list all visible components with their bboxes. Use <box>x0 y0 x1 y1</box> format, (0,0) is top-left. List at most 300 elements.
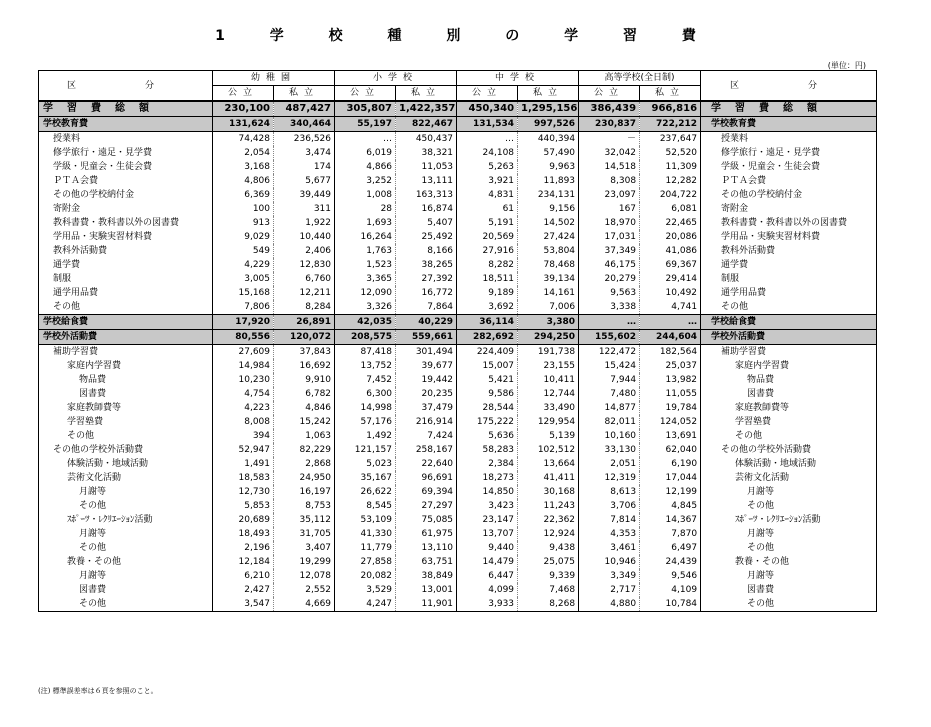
value-cell: 6,782 <box>274 387 335 401</box>
value-cell: 6,019 <box>335 146 396 160</box>
value-cell: 2,717 <box>579 583 640 597</box>
table-row <box>39 415 877 429</box>
value-cell: 14,161 <box>518 286 579 300</box>
header-public: 公立 <box>335 86 396 102</box>
value-cell: 38,321 <box>396 146 457 160</box>
value-cell: 7,944 <box>579 373 640 387</box>
value-cell: 2,196 <box>213 541 274 555</box>
value-cell: 11,901 <box>396 597 457 612</box>
row-label: 補助学習費 <box>39 345 213 360</box>
value-cell: 129,954 <box>518 415 579 429</box>
value-cell: 15,168 <box>213 286 274 300</box>
value-cell: 386,439 <box>579 101 640 117</box>
value-cell: 2,051 <box>579 457 640 471</box>
row-label-right: その他 <box>735 431 763 441</box>
value-cell: 174 <box>274 160 335 174</box>
value-cell: 20,569 <box>457 230 518 244</box>
value-cell: 8,613 <box>579 485 640 499</box>
table-row <box>39 216 877 230</box>
header-school-high: 高等学校(全日制) <box>579 71 701 86</box>
table-row <box>39 132 877 147</box>
value-cell: … <box>457 132 518 147</box>
value-cell: 27,392 <box>396 272 457 286</box>
value-cell: 41,086 <box>640 244 701 258</box>
value-cell: 5,263 <box>457 160 518 174</box>
value-cell: 27,424 <box>518 230 579 244</box>
value-cell: 22,465 <box>640 216 701 230</box>
value-cell: 549 <box>213 244 274 258</box>
value-cell: 1,422,357 <box>396 101 457 117</box>
value-cell: 35,112 <box>274 513 335 527</box>
value-cell: 20,279 <box>579 272 640 286</box>
value-cell: 4,099 <box>457 583 518 597</box>
table-row <box>39 230 877 244</box>
value-cell: 4,109 <box>640 583 701 597</box>
value-cell: 4,247 <box>335 597 396 612</box>
value-cell: 31,705 <box>274 527 335 541</box>
value-cell: 5,853 <box>213 499 274 513</box>
value-cell: 28 <box>335 202 396 216</box>
value-cell: 18,583 <box>213 471 274 485</box>
footnote: (注) 標準誤差率は６頁を参照のこと。 <box>38 687 158 695</box>
value-cell: 10,492 <box>640 286 701 300</box>
row-label: その他 <box>39 499 213 513</box>
row-label: その他の学校納付金 <box>39 188 213 202</box>
value-cell: 13,664 <box>518 457 579 471</box>
value-cell: 39,134 <box>518 272 579 286</box>
value-cell: 4,880 <box>579 597 640 612</box>
value-cell: 394 <box>213 429 274 443</box>
value-cell: 258,167 <box>396 443 457 457</box>
value-cell: 3,338 <box>579 300 640 315</box>
row-label: 通学用品費 <box>39 286 213 300</box>
table-row <box>39 359 877 373</box>
value-cell: … <box>579 315 640 330</box>
value-cell: 5,636 <box>457 429 518 443</box>
value-cell: 8,753 <box>274 499 335 513</box>
value-cell: 18,970 <box>579 216 640 230</box>
value-cell: 12,282 <box>640 174 701 188</box>
value-cell: 1,492 <box>335 429 396 443</box>
value-cell: 23,147 <box>457 513 518 527</box>
table-row <box>39 485 877 499</box>
value-cell: 3,461 <box>579 541 640 555</box>
table-row <box>39 541 877 555</box>
value-cell: 27,609 <box>213 345 274 360</box>
value-cell: 167 <box>579 202 640 216</box>
value-cell: 37,843 <box>274 345 335 360</box>
value-cell: 39,449 <box>274 188 335 202</box>
value-cell: 6,300 <box>335 387 396 401</box>
value-cell: 33,130 <box>579 443 640 457</box>
row-label-right: その他の学校納付金 <box>721 190 803 200</box>
table-row <box>39 160 877 174</box>
value-cell: 17,920 <box>213 315 274 330</box>
value-cell: 487,427 <box>274 101 335 117</box>
table-row <box>39 244 877 258</box>
value-cell: 244,604 <box>640 330 701 345</box>
value-cell: 15,007 <box>457 359 518 373</box>
value-cell: 15,424 <box>579 359 640 373</box>
value-cell: 722,212 <box>640 117 701 132</box>
table-row <box>39 373 877 387</box>
value-cell: 20,086 <box>640 230 701 244</box>
value-cell: 16,692 <box>274 359 335 373</box>
value-cell: 7,864 <box>396 300 457 315</box>
row-label-right: その他 <box>721 302 749 312</box>
value-cell: 9,563 <box>579 286 640 300</box>
value-cell: 301,494 <box>396 345 457 360</box>
value-cell: 1,063 <box>274 429 335 443</box>
value-cell: 9,586 <box>457 387 518 401</box>
value-cell: 13,691 <box>640 429 701 443</box>
value-cell: 4,669 <box>274 597 335 612</box>
value-cell: 80,556 <box>213 330 274 345</box>
value-cell: 10,784 <box>640 597 701 612</box>
value-cell: 163,313 <box>396 188 457 202</box>
value-cell: 37,349 <box>579 244 640 258</box>
row-label-right: 図書費 <box>747 389 775 399</box>
row-label: 修学旅行・遠足・見学費 <box>39 146 213 160</box>
value-cell: 33,490 <box>518 401 579 415</box>
value-cell: 191,738 <box>518 345 579 360</box>
value-cell: 4,845 <box>640 499 701 513</box>
value-cell: 40,229 <box>396 315 457 330</box>
value-cell: 9,910 <box>274 373 335 387</box>
value-cell: 12,730 <box>213 485 274 499</box>
value-cell: 7,814 <box>579 513 640 527</box>
value-cell: 305,807 <box>335 101 396 117</box>
value-cell: 10,160 <box>579 429 640 443</box>
table-row <box>39 527 877 541</box>
value-cell: 14,877 <box>579 401 640 415</box>
row-label: その他 <box>39 541 213 555</box>
row-label: 家庭内学習費 <box>39 359 213 373</box>
header-private: 私立 <box>396 86 457 102</box>
value-cell: 6,081 <box>640 202 701 216</box>
value-cell: 14,850 <box>457 485 518 499</box>
value-cell: 4,846 <box>274 401 335 415</box>
value-cell: 11,893 <box>518 174 579 188</box>
value-cell: 3,252 <box>335 174 396 188</box>
value-cell: 61,975 <box>396 527 457 541</box>
table-row <box>39 499 877 513</box>
header-kubun-right: 区 分 <box>701 71 877 102</box>
value-cell: 282,692 <box>457 330 518 345</box>
row-label-right: 教科書費・教科書以外の図書費 <box>721 218 848 228</box>
row-label: 教科外活動費 <box>39 244 213 258</box>
value-cell: 450,340 <box>457 101 518 117</box>
table-row <box>39 146 877 160</box>
row-label-right: 制服 <box>721 274 740 284</box>
row-label: 図書費 <box>39 387 213 401</box>
value-cell: 25,075 <box>518 555 579 569</box>
row-label-right: 学級・児童会・生徒会費 <box>721 162 821 172</box>
row-label-right: 授業料 <box>721 134 749 144</box>
value-cell: 120,072 <box>274 330 335 345</box>
table-row <box>39 117 877 132</box>
value-cell: 3,547 <box>213 597 274 612</box>
value-cell: 8,282 <box>457 258 518 272</box>
value-cell: 6,210 <box>213 569 274 583</box>
value-cell: 19,299 <box>274 555 335 569</box>
value-cell: 61 <box>457 202 518 216</box>
value-cell: 4,229 <box>213 258 274 272</box>
value-cell: 74,428 <box>213 132 274 147</box>
row-label-right: 芸術文化活動 <box>735 473 790 483</box>
row-label: 物品費 <box>39 373 213 387</box>
value-cell: 7,806 <box>213 300 274 315</box>
value-cell: 3,365 <box>335 272 396 286</box>
value-cell: 26,891 <box>274 315 335 330</box>
value-cell: 53,804 <box>518 244 579 258</box>
row-label-right: ＰＴＡ会費 <box>721 176 767 186</box>
value-cell: 7,468 <box>518 583 579 597</box>
header-school-junior-high: 中学校 <box>457 71 579 86</box>
value-cell: 3,168 <box>213 160 274 174</box>
value-cell: 30,168 <box>518 485 579 499</box>
value-cell: 4,754 <box>213 387 274 401</box>
value-cell: 12,744 <box>518 387 579 401</box>
table-row <box>39 597 877 612</box>
row-label: 月謝等 <box>39 569 213 583</box>
row-label-right: 補助学習費 <box>721 347 767 357</box>
value-cell: 1,523 <box>335 258 396 272</box>
value-cell: 11,779 <box>335 541 396 555</box>
value-cell: 23,097 <box>579 188 640 202</box>
table-row <box>39 272 877 286</box>
row-label: 制服 <box>39 272 213 286</box>
value-cell: 18,493 <box>213 527 274 541</box>
value-cell: 13,982 <box>640 373 701 387</box>
value-cell: － <box>579 132 640 147</box>
value-cell: 7,480 <box>579 387 640 401</box>
value-cell: 38,849 <box>396 569 457 583</box>
value-cell: 69,394 <box>396 485 457 499</box>
value-cell: 7,424 <box>396 429 457 443</box>
value-cell: 4,741 <box>640 300 701 315</box>
value-cell: 75,085 <box>396 513 457 527</box>
value-cell: 913 <box>213 216 274 230</box>
table-row <box>39 513 877 527</box>
value-cell: 11,055 <box>640 387 701 401</box>
value-cell: 52,520 <box>640 146 701 160</box>
value-cell: 5,023 <box>335 457 396 471</box>
value-cell: 294,250 <box>518 330 579 345</box>
row-label: 教科書費・教科書以外の図書費 <box>39 216 213 230</box>
value-cell: 25,037 <box>640 359 701 373</box>
row-label: 学級・児童会・生徒会費 <box>39 160 213 174</box>
header-public: 公立 <box>579 86 640 102</box>
value-cell: 5,677 <box>274 174 335 188</box>
value-cell: 1,693 <box>335 216 396 230</box>
value-cell: 155,602 <box>579 330 640 345</box>
value-cell: 4,806 <box>213 174 274 188</box>
value-cell: 2,384 <box>457 457 518 471</box>
value-cell: 2,868 <box>274 457 335 471</box>
value-cell: 216,914 <box>396 415 457 429</box>
value-cell: 4,353 <box>579 527 640 541</box>
value-cell: 27,297 <box>396 499 457 513</box>
row-label: 教養・その他 <box>39 555 213 569</box>
header-public: 公立 <box>213 86 274 102</box>
row-label: 月謝等 <box>39 527 213 541</box>
value-cell: 8,268 <box>518 597 579 612</box>
row-label-right: その他 <box>747 501 775 511</box>
value-cell: 18,273 <box>457 471 518 485</box>
row-label-right: 学用品・実験実習材料費 <box>721 232 821 242</box>
value-cell: 12,830 <box>274 258 335 272</box>
value-cell: 14,518 <box>579 160 640 174</box>
header-school-kindergarten: 幼稚園 <box>213 71 335 86</box>
row-label-right: その他 <box>747 543 775 553</box>
value-cell: 1,295,156 <box>518 101 579 117</box>
value-cell: 6,760 <box>274 272 335 286</box>
value-cell: 12,199 <box>640 485 701 499</box>
table-row <box>39 401 877 415</box>
value-cell: 13,752 <box>335 359 396 373</box>
value-cell: 182,564 <box>640 345 701 360</box>
value-cell: 230,837 <box>579 117 640 132</box>
value-cell: 57,176 <box>335 415 396 429</box>
table-row <box>39 330 877 345</box>
value-cell: 9,438 <box>518 541 579 555</box>
value-cell: 22,362 <box>518 513 579 527</box>
table-row <box>39 315 877 330</box>
row-label-right: ｽﾎﾟｰﾂ・ﾚｸﾘｴｰｼｮﾝ活動 <box>735 515 821 525</box>
header-public: 公立 <box>457 86 518 102</box>
value-cell: 14,502 <box>518 216 579 230</box>
value-cell: 2,054 <box>213 146 274 160</box>
value-cell: 2,552 <box>274 583 335 597</box>
value-cell: 8,545 <box>335 499 396 513</box>
page-title: 1 学 校 種 別 の 学 習 費 <box>215 28 716 44</box>
value-cell: 11,309 <box>640 160 701 174</box>
value-cell: 19,442 <box>396 373 457 387</box>
row-label-right: 学校外活動費 <box>701 330 877 345</box>
row-label: 学校外活動費 <box>39 330 213 345</box>
value-cell: 9,963 <box>518 160 579 174</box>
row-label: 通学費 <box>39 258 213 272</box>
row-label: 月謝等 <box>39 485 213 499</box>
header-private: 私立 <box>274 86 335 102</box>
value-cell: 3,407 <box>274 541 335 555</box>
table-row <box>39 555 877 569</box>
value-cell: 14,998 <box>335 401 396 415</box>
value-cell: 16,772 <box>396 286 457 300</box>
value-cell: 3,706 <box>579 499 640 513</box>
value-cell: 96,691 <box>396 471 457 485</box>
value-cell: 9,029 <box>213 230 274 244</box>
value-cell: 13,111 <box>396 174 457 188</box>
value-cell: 14,479 <box>457 555 518 569</box>
value-cell: 8,008 <box>213 415 274 429</box>
value-cell: 55,197 <box>335 117 396 132</box>
table-row <box>39 286 877 300</box>
value-cell: 19,784 <box>640 401 701 415</box>
value-cell: 5,191 <box>457 216 518 230</box>
row-label: 学習塾費 <box>39 415 213 429</box>
header-kubun-left: 区 分 <box>39 71 213 102</box>
table-row <box>39 443 877 457</box>
value-cell: 2,427 <box>213 583 274 597</box>
value-cell: 7,870 <box>640 527 701 541</box>
value-cell: 12,184 <box>213 555 274 569</box>
value-cell: 42,035 <box>335 315 396 330</box>
table-row <box>39 471 877 485</box>
school-expense-table <box>38 70 877 612</box>
value-cell: 2,406 <box>274 244 335 258</box>
value-cell: 10,946 <box>579 555 640 569</box>
value-cell: 32,042 <box>579 146 640 160</box>
value-cell: 24,950 <box>274 471 335 485</box>
value-cell: 35,167 <box>335 471 396 485</box>
value-cell: 57,490 <box>518 146 579 160</box>
value-cell: 122,472 <box>579 345 640 360</box>
value-cell: 997,526 <box>518 117 579 132</box>
value-cell: 69,367 <box>640 258 701 272</box>
value-cell: 121,157 <box>335 443 396 457</box>
value-cell: 440,394 <box>518 132 579 147</box>
value-cell: 8,166 <box>396 244 457 258</box>
value-cell: 13,110 <box>396 541 457 555</box>
row-label-right: 月謝等 <box>747 487 775 497</box>
value-cell: 17,031 <box>579 230 640 244</box>
value-cell: 41,411 <box>518 471 579 485</box>
value-cell: 4,866 <box>335 160 396 174</box>
value-cell: 13,707 <box>457 527 518 541</box>
value-cell: 311 <box>274 202 335 216</box>
value-cell: 131,624 <box>213 117 274 132</box>
value-cell: 1,008 <box>335 188 396 202</box>
row-label: その他 <box>39 597 213 612</box>
value-cell: 102,512 <box>518 443 579 457</box>
value-cell: 5,139 <box>518 429 579 443</box>
row-label-right: 学習塾費 <box>735 417 772 427</box>
row-label-right: 通学用品費 <box>721 288 767 298</box>
table-row <box>39 258 877 272</box>
value-cell: 12,090 <box>335 286 396 300</box>
value-cell: 14,367 <box>640 513 701 527</box>
table-row <box>39 569 877 583</box>
value-cell: 236,526 <box>274 132 335 147</box>
table-row <box>39 457 877 471</box>
value-cell: 16,197 <box>274 485 335 499</box>
header-private: 私立 <box>518 86 579 102</box>
value-cell: 38,265 <box>396 258 457 272</box>
table-row <box>39 300 877 315</box>
value-cell: 1,922 <box>274 216 335 230</box>
value-cell: 13,001 <box>396 583 457 597</box>
row-label: 寄附金 <box>39 202 213 216</box>
value-cell: 3,933 <box>457 597 518 612</box>
table-row <box>39 345 877 360</box>
value-cell: 1,763 <box>335 244 396 258</box>
value-cell: 9,189 <box>457 286 518 300</box>
value-cell: 3,921 <box>457 174 518 188</box>
row-label: 体験活動・地域活動 <box>39 457 213 471</box>
value-cell: 3,692 <box>457 300 518 315</box>
value-cell: 36,114 <box>457 315 518 330</box>
row-label-right: 学校教育費 <box>701 117 877 132</box>
value-cell: 18,511 <box>457 272 518 286</box>
value-cell: 3,005 <box>213 272 274 286</box>
row-label: その他 <box>39 429 213 443</box>
value-cell: 124,052 <box>640 415 701 429</box>
value-cell: 12,319 <box>579 471 640 485</box>
row-label-right: 通学費 <box>721 260 749 270</box>
value-cell: 6,497 <box>640 541 701 555</box>
